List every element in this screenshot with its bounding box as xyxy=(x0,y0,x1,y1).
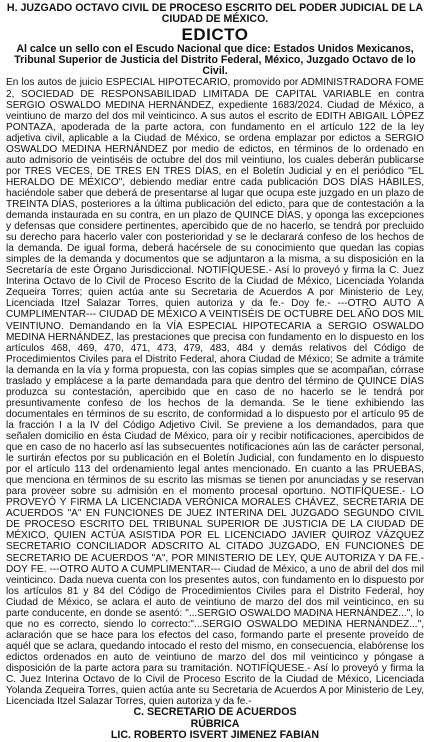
court-header: H. JUZGADO OCTAVO CIVIL DE PROCESO ESCRITO DEL PODER JUDICIAL DE LA CIUDAD DE MÉXICO. xyxy=(6,2,424,26)
signature-name: LIC. ROBERTO ISVERT JIMENEZ FABIAN xyxy=(110,729,320,742)
signature-rubric: RÚBRICA xyxy=(190,717,240,730)
signature-role: C. SECRETARIO DE ACUERDOS xyxy=(133,706,297,719)
document-title: EDICTO xyxy=(181,24,249,44)
seal-description: Al calce un sello con el Escudo Nacional que dice: Estados Unidos Mexicanos, Tribunal Superior de Justicia del Distrito Federal, México, Juzgado Octavo de lo Civil. xyxy=(14,42,416,78)
notice-body: En los autos de juicio ESPECIAL HIPOTECARIO, promovido por ADMINISTRADORA FOME 2, SOCIEDAD DE RESPONSABILIDAD LIMITADA DE CAPITAL VARIABLE en contra SERGIO OSWALDO MEDINA HERNÁNDEZ, expediente 1683/2024. Ciudad de México, a veintiuno de marzo del dos mil veinticinco. A sus autos el escrito de EDITH ABIGAIL LÓPEZ PONTAZA, apoderada de la parte actora, con fundamento en el artículo 122 de la ley adjetiva civil, aplicable a la Ciudad de México, se ordena emplazar por edictos a SERGIO OSWALDO MEDINA HERNÁNDEZ por medio de edictos, en términos de lo ordenado en auto admisorio de veintiséis de octubre del dos mil veintiuno, los cuales deberán publicarse por TRES VECES, DE TRES EN TRES DÍAS, en el Boletín Judicial y en el periódico "EL HERALDO DE MÉXICO", debiendo mediar entre cada publicación DOS DÍAS HÁBILES, haciéndole saber que deberá de presentarse al lugar que ocupa este juzgado en un plazo de TREINTA DÍAS, posteriores a la última publicación del edicto, para que de contestación a la demanda instaurada en su contra, en un plazo de QUINCE DÍAS, y oponga las excepciones y defensas que considere pertinentes, apercibido que de no hacerlo, se tendrá por precluido su derecho para hacerlo valer con posterioridad y se le declarará confeso de los hechos de la demanda. De igual forma, deberá hacérsele de su conocimiento que quedan las copias simples de la demanda y documentos que se adjuntaron a la misma, a su disposición en la Secretaría de este Órgano Jurisdiccional. NOTIFÍQUESE.- Así lo proveyó y firma la C. Juez Interina Octavo de lo Civil de Proceso Escrito de la Ciudad de México, Licenciada Yolanda Zequeira Torres; quien actúa ante su Secretaria de Acuerdos A por Ministerio de Ley, Licenciada Itzel Salazar Torres, quien autoriza y da fe.- Doy fe.- ---OTRO AUTO A CUMPLIMENTAR--- CIUDAD DE MÉXICO A VEINTISÉIS DE OCTUBRE DEL AÑO DOS MIL VEINTIUNO. Demandando en la VÍA ESPECIAL HIPOTECARIA a SERGIO OSWALDO MEDINA HERNÁNDEZ, las prestaciones que precisa con fundamento en lo dispuesto en los artículos 468, 469, 470, 471, 473, 479, 483, 484 y demás relativos del Código de Procedimientos Civiles para el Distrito Federal, ahora Ciudad de México; Se admite a trámite la demanda en la vía y forma propuesta, con las copias simples que se acompañan, córrase traslado y emplácese a la parte demandada para que dentro del término de QUINCE DÍAS produzca su contestación, apercibido que en caso de no hacerlo se le tendrá por presuntivamente confeso de los hechos de la demanda. Se le tiene exhibiendo las documentales en términos de su escrito, de conformidad a lo dispuesto por el artículo 95 de la fracción I a la IV del Código Adjetivo Civil. Se previene a los demandados, para que señalen domicilio en ésta Ciudad de México, para oír y recibir notificaciones, apercibidos de que en caso de no hacerlo así las subsecuentes notificaciones aún las de carácter personal, le surtirán efectos por su publicación en el Boletín Judicial, con fundamento en lo dispuesto por el artículo 113 del ordenamiento legal antes mencionado. En cuanto a las PRUEBAS, que menciona en términos de su escrito las mismas se tienen por anunciadas y se reservan para proveer sobre su admisión en el momento procesal oportuno. NOTIFÍQUESE.- LO PROVEYÓ Y FIRMA LA LICENCIADA VERÓNICA MORALES CHÁVEZ, SECRETARIA DE ACUERDOS "A" EN FUNCIONES DE JUEZ INTERINA DEL JUZGADO SEGUNDO CIVIL DE PROCESO ESCRITO DEL TRIBUNAL SUPERIOR DE JUSTICIA DE LA CIUDAD DE MÉXICO, QUIEN ACTÚA ASISTIDA POR EL LICENCIADO JAVIER QUIROZ VÁZQUEZ SECRETARIO CONCILIADOR ADSCRITO AL CITADO JUZGADO, EN FUNCIONES DE SECRETARIO DE ACUERDOS "A", POR MINISTERIO DE LEY, QUE AUTORIZA Y DA FE.- DOY FE. ---OTRO AUTO A CUMPLIMENTAR--- Ciudad de México, a uno de abril del dos mil veinticinco. Dada nueva cuenta con los presentes autos, con fundamento en lo dispuesto por los artículos 81 y 84 del Código de Procedimientos Civiles para el Distrito Federal, hoy Ciudad de México, se aclara el auto de veintiuno de marzo del dos mil veinticinco, en su parte conducente, en donde se asentó: "...SERGIO OSWALDO MADINA HERNÁNDEZ...", lo que no es correcto, siendo lo correcto:"...SERGIO OSWALDO MEDINA HERNÁNDEZ...", aclaración que se hace para los efectos del caso, formando parte el presente proveído de aquél que se aclara, quedando intocado el resto del mismo, en consecuencia, elabórense los edictos ordenados en auto de veintiuno de marzo del dos mil veinticinco y póngase a disposición de la parte actora para su tramitación. NOTIFÍQUESE.- Así lo proveyó y firma la C. Juez Interina Octavo de lo Civil de Proceso Escrito de la Ciudad de México, Licenciada Yolanda Zequeira Torres, quien actúa ante su Secretaria de Acuerdos A por Ministerio de Ley, Licenciada Itzel Salazar Torres, quien autoriza y da fe.- xyxy=(6,77,424,708)
